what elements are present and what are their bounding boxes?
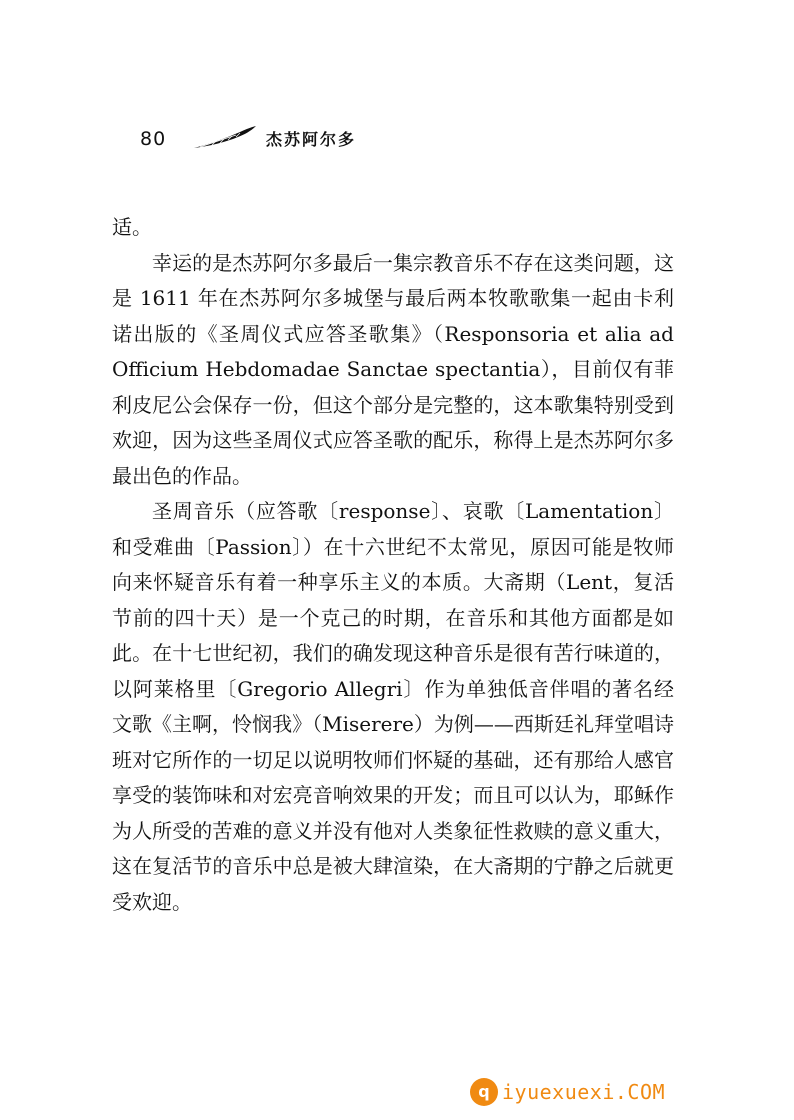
watermark-text: iyuexuexi.COM [502,1080,666,1104]
watermark-logo: q [470,1078,498,1106]
paragraph: 圣周音乐（应答歌〔response〕、哀歌〔Lamentation〕和受难曲〔Passion〕）在十六世纪不太常见，原因可能是牧师向来怀疑音乐有着一种享乐主义的本质。大斋期（Lent，复活节前的四十天）是一个克己的时期，在音乐和其他方面都是如此。在十七世纪初，我们的确发现这种音乐是很有苦行味道的，以阿莱格里〔Gregorio Allegri〕作为单独低音伴唱的著名经文歌《主啊，怜悯我》（Miserere）为例——西斯廷礼拜堂唱诗班对它所作的一切足以说明牧师们怀疑的基础，还有那给人感官享受的装饰味和对宏亮音响效果的开发；而且可以认为，耶稣作为人所受的苦难的意义并没有他对人类象征性救赎的意义重大，这在复活节的音乐中总是被大肆渲染，在大斋期的宁静之后就更受欢迎。 [112,499,674,914]
site-watermark [470,1074,786,1110]
page-header [140,120,440,160]
body-text [112,210,674,920]
quill-icon [192,124,258,152]
paragraph: 幸运的是杰苏阿尔多最后一集宗教音乐不存在这类问题，这是 1611 年在杰苏阿尔多城堡与最后两本牧歌歌集一起由卡利诺出版的《圣周仪式应答圣歌集》（Responsoria et alia ad Officium Hebdomadae Sanctae spectantia），目前仅有菲利皮尼公会保存一份，但这个部分是完整的，这本歌集特别受到欢迎，因为这些圣周仪式应答圣歌的配乐，称得上是杰苏阿尔多最出色的作品。 [112,250,674,488]
paragraph: 适。 [112,215,152,239]
running-title: 杰苏阿尔多 [266,130,357,149]
page-number: 80 [140,128,167,150]
